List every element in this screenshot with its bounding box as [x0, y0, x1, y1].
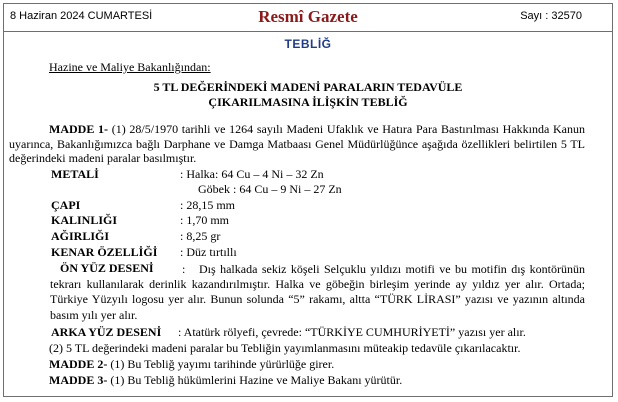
- header-date: 8 Haziran 2024 CUMARTESİ: [10, 10, 153, 22]
- madde2-text: (1) Bu Tebliğ yayımı tarihinde yürürlüğe girer.: [107, 357, 335, 371]
- cap-value: : 28,15 mm: [180, 198, 236, 212]
- agirlik-value: : 8,25 gr: [180, 229, 221, 243]
- metal-value-1: : Halka: 64 Cu – 4 Ni – 32 Zn: [180, 167, 324, 181]
- madde3-label: MADDE 3-: [49, 373, 108, 387]
- arka-label: ARKA YÜZ DESENİ: [51, 325, 162, 339]
- madde3-text: (1) Bu Tebliğ hükümlerini Hazine ve Maliye Bakanı yürütür.: [107, 373, 403, 387]
- gazette-header: [4, 4, 612, 32]
- ministry-line: Hazine ve Maliye Bakanlığından:: [49, 60, 211, 74]
- metal-value-2: Göbek : 64 Cu – 9 Ni – 27 Zn: [198, 182, 342, 196]
- madde1-paragraph: [9, 122, 585, 166]
- doc-title-line1: 5 TL DEĞERİNDEKİ MADENİ PARALARIN TEDAVÜLE: [153, 80, 463, 94]
- cap-label: ÇAPI: [51, 198, 81, 212]
- madde1-paragraph2: (2) 5 TL değerindeki madeni paralar bu Tebliğin yayımlanmasını müteakip tedavüle çıkarılacaktır.: [49, 341, 521, 355]
- arka-value: : Atatürk rölyefi, çevrede: “TÜRKİYE CUMHURİYETİ” yazısı yer alır.: [178, 325, 526, 339]
- issue-number: Sayı : 32570: [520, 10, 582, 22]
- gazette-page: [3, 3, 613, 397]
- madde2-paragraph: [49, 357, 334, 372]
- madde2-label: MADDE 2-: [49, 357, 108, 371]
- kalinlik-value: : 1,70 mm: [180, 213, 230, 227]
- doc-title-line2: ÇIKARILMASINA İLİŞKİN TEBLİĞ: [208, 95, 408, 109]
- agirlik-label: AĞIRLIĞI: [51, 229, 110, 243]
- kenar-value: : Düz tırtıllı: [180, 245, 237, 259]
- kalinlik-label: KALINLIĞI: [51, 213, 118, 227]
- kenar-label: KENAR ÖZELLİĞİ: [51, 245, 158, 259]
- madde3-paragraph: [49, 373, 402, 388]
- onyuz-description: Dış halkada sekiz köşeli Selçuklu yıldızı motifi ve bu motifin dış kontörünün tekrarı kullanılarak derinlik kazandırılmıştır. Halka ve göbeğin birleşim yerinde ay yıldız yer alır. Ortada; Türkiye Yüzyılı logosu yer alır. Bunun solunda “5” rakamı, altta “TÜRK LİRASI” yazısı ve yazının altında basım yılı yer alır.: [50, 262, 585, 322]
- gazette-title: Resmî Gazete: [258, 7, 358, 26]
- madde1-label: MADDE 1-: [49, 122, 109, 136]
- section-heading: TEBLİĞ: [284, 37, 332, 51]
- onyuz-colon: :: [182, 262, 186, 276]
- onyuz-label: ÖN YÜZ DESENİ: [60, 261, 154, 275]
- metal-label: METALİ: [51, 167, 99, 181]
- madde1-text: (1) 28/5/1970 tarihli ve 1264 sayılı Madeni Ufaklık ve Hatıra Para Bastırılması Hakkında Kanun uyarınca, Bakanlığımızca bağlı Darphane ve Damga Matbaası Genel Müdürlüğünce aşağıda özellikleri belirtilen 5 TL değerindeki madeni paralar basılmıştır.: [9, 122, 585, 165]
